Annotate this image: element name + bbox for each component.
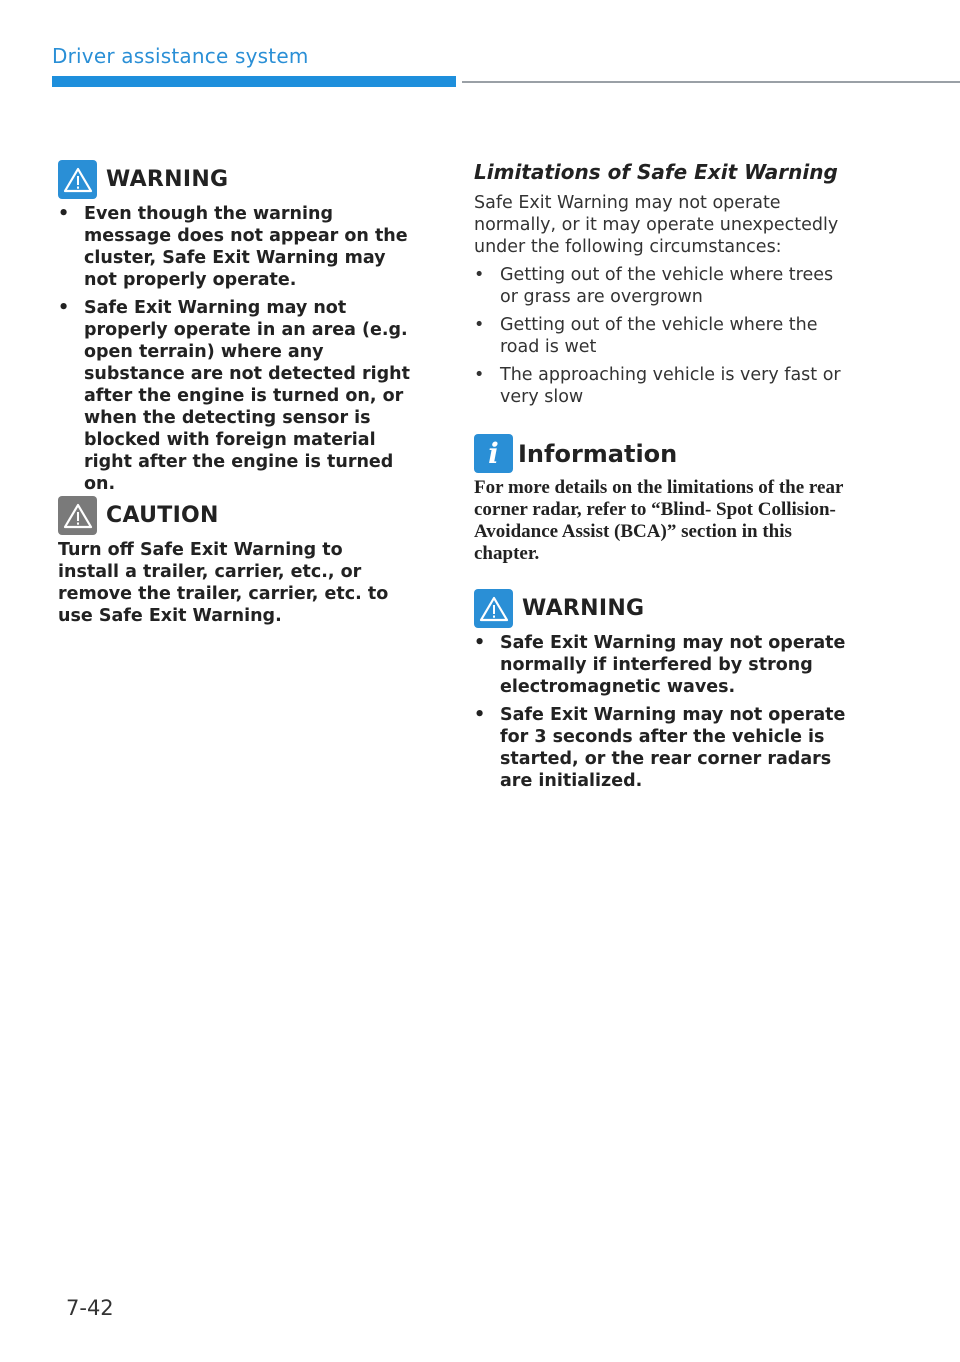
list-item: • Safe Exit Warning may not operate normally if interfered by strong electromagnetic waves. — [474, 633, 846, 697]
list-item: • Even though the warning message does not appear on the cluster, Safe Exit Warning may not properly operate. — [58, 204, 408, 290]
information-title: Information — [518, 439, 678, 468]
information-heading — [474, 434, 677, 473]
caution-text: Turn off Safe Exit Warning to install a trailer, carrier, etc., or remove the trailer, carrier, etc. to use Safe Exit Warning. — [58, 540, 389, 626]
warning-title: WARNING — [522, 596, 645, 621]
caution-triangle-icon — [58, 496, 97, 535]
warning-triangle-icon — [474, 589, 513, 628]
caution-heading — [58, 496, 219, 535]
header-divider-line — [462, 81, 960, 83]
warning-title: WARNING — [106, 167, 229, 192]
header-accent-bar — [52, 76, 456, 87]
info-icon: i — [474, 434, 513, 473]
warning-heading-right — [474, 589, 644, 628]
page-number: 7-42 — [66, 1296, 114, 1320]
limitations-title: Limitations of Safe Exit Warning — [474, 160, 838, 184]
list-item: • Safe Exit Warning may not properly operate in an area (e.g. open terrain) where any substance are not detected right after the engine is turned on, or when the detecting sensor is blocked with foreign material right after the engine is turned on. — [58, 298, 410, 494]
list-item: • Getting out of the vehicle where trees or grass are overgrown — [474, 265, 834, 307]
list-item: • The approaching vehicle is very fast or very slow — [474, 365, 841, 407]
section-header-title: Driver assistance system — [52, 44, 309, 68]
caution-title: CAUTION — [106, 503, 219, 528]
warning-triangle-icon — [58, 160, 97, 199]
list-item: • Safe Exit Warning may not operate for 3 seconds after the vehicle is started, or the rear corner radars are initialized. — [474, 705, 846, 791]
warning-list-right — [474, 632, 850, 798]
information-text: For more details on the limitations of the rear corner radar, refer to “Blind- Spot Collision-Avoidance Assist (BCA)” section in this chapter. — [474, 477, 844, 564]
list-item: • Getting out of the vehicle where the road is wet — [474, 315, 818, 357]
warning-heading-left — [58, 160, 228, 199]
limitations-list — [474, 264, 856, 414]
warning-list-left — [58, 203, 420, 501]
limitations-intro: Safe Exit Warning may not operate normally, or it may operate unexpectedly under the following circumstances: — [474, 193, 839, 257]
